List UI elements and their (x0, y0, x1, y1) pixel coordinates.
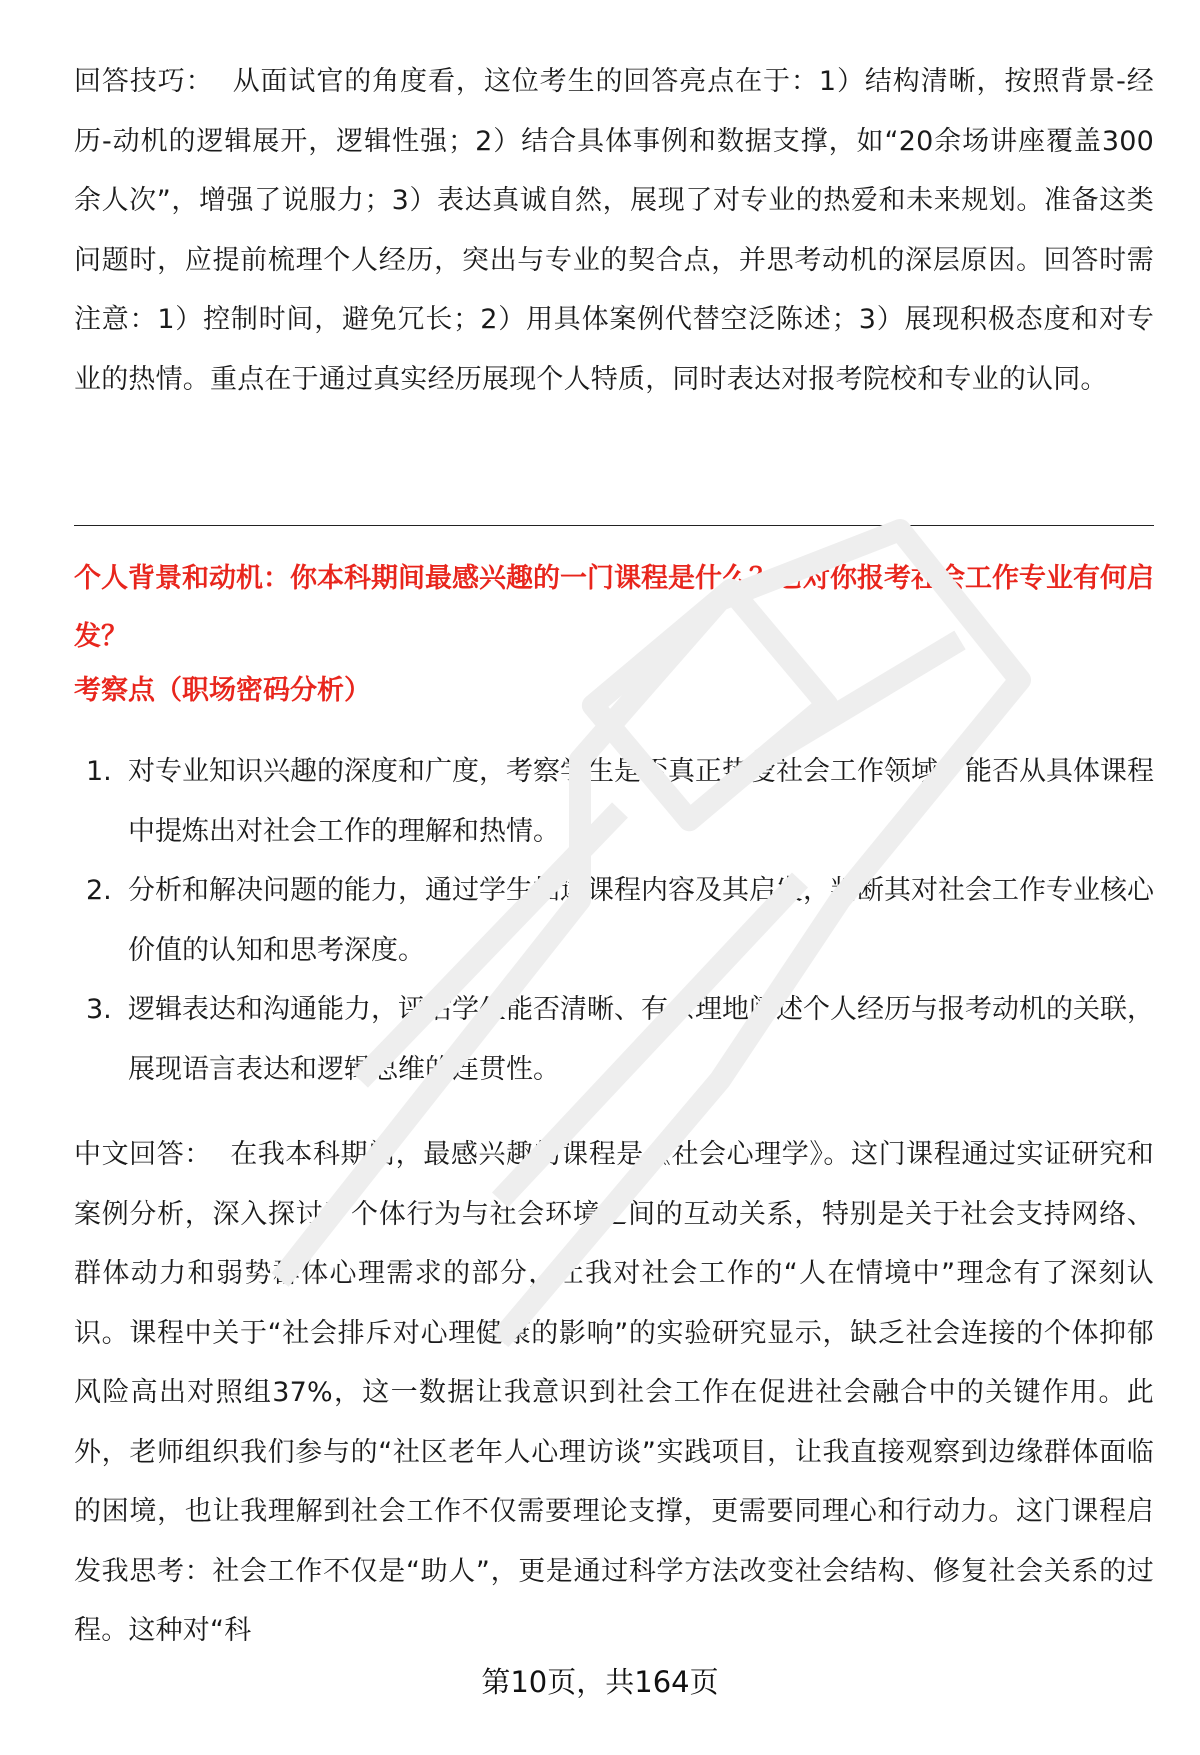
focus-point-3 (74, 980, 1154, 1099)
point-number: 2. (86, 875, 112, 906)
tips-paragraph (74, 52, 1154, 472)
answer-paragraph (74, 1125, 1154, 1661)
point-text: 对专业知识兴趣的深度和广度，考察学生是否真正热爱社会工作领域，能否从具体课程中提炼出对社会工作的理解和热情。 (128, 756, 1154, 847)
tips-text: 从面试官的角度看，这位考生的回答亮点在于：1）结构清晰，按照背景-经历-动机的逻辑展开，逻辑性强；2）结合具体事例和数据支撑，如“20余场讲座覆盖300余人次”，增强了说服力；3）表达真诚自然，展现了对专业的热爱和未来规划。准备这类问题时，应提前梳理个人经历，突出与专业的契合点，并思考动机的深层原因。回答时需注意：1）控制时间，避免冗长；2）用具体案例代替空泛陈述；3）展现积极态度和对专业的热情。重点在于通过真实经历展现个人特质，同时表达对报考院校和专业的认同。 (74, 66, 1154, 395)
tips-label: 回答技巧： (74, 66, 214, 97)
tips-section (74, 52, 1154, 472)
question-title: 个人背景和动机：你本科期间最感兴趣的一门课程是什么？它对你报考社会工作专业有何启发？ (74, 563, 1154, 652)
focus-point-2 (74, 861, 1154, 980)
point-number: 3. (86, 994, 112, 1025)
page-footer: 第10页，共164页 (481, 1665, 719, 1699)
answer-section (74, 1125, 1154, 1661)
focus-title: 考察点（职场密码分析） (74, 675, 371, 706)
point-text: 分析和解决问题的能力，通过学生描述课程内容及其启发，判断其对社会工作专业核心价值的认知和思考深度。 (128, 875, 1154, 966)
section-divider (74, 525, 1154, 526)
focus-points-list (74, 742, 1154, 1099)
point-text: 逻辑表达和沟通能力，评估学生能否清晰、有条理地阐述个人经历与报考动机的关联，展现语言表达和逻辑思维的连贯性。 (128, 994, 1154, 1085)
point-number: 1. (86, 756, 112, 787)
answer-text: 在我本科期间，最感兴趣的课程是《社会心理学》。这门课程通过实证研究和案例分析，深入探讨了个体行为与社会环境之间的互动关系，特别是关于社会支持网络、群体动力和弱势群体心理需求的部分，让我对社会工作的“人在情境中”理念有了深刻认识。课程中关于“社会排斥对心理健康的影响”的实验研究显示，缺乏社会连接的个体抑郁风险高出对照组37%，这一数据让我意识到社会工作在促进社会融合中的关键作用。此外，老师组织我们参与的“社区老年人心理访谈”实践项目，让我直接观察到边缘群体面临的困境，也让我理解到社会工作不仅需要理论支撑，更需要同理心和行动力。这门课程启发我思考：社会工作不仅是“助人”，更是通过科学方法改变社会结构、修复社会关系的过程。这种对“科 (74, 1139, 1154, 1646)
focus-point-1 (74, 742, 1154, 861)
answer-label: 中文回答： (74, 1139, 212, 1170)
